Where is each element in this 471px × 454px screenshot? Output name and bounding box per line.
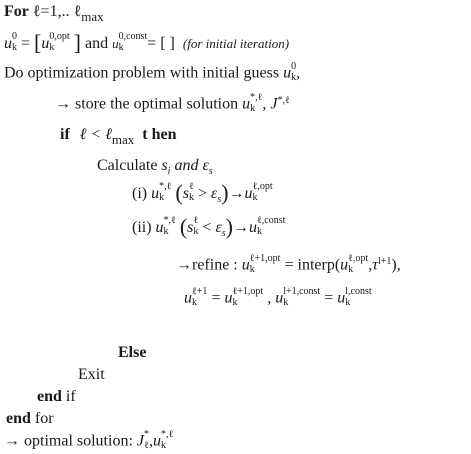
refine-line: →refine : u ℓ+1,opt k = interp(u ℓ,opt k $,\tau^{l+1}$),	[176, 253, 401, 275]
upd-rhs-u: u	[224, 289, 233, 307]
upd-sep: ,	[267, 289, 272, 307]
init-opt-u: u	[41, 35, 50, 52]
refine-arg-sup: ℓ,opt	[348, 253, 369, 264]
if-condition: ℓ < ℓ	[79, 126, 112, 143]
store-u-sub: k	[250, 103, 256, 114]
calc-s: s	[161, 157, 168, 174]
init-u-sup: 0	[12, 31, 17, 43]
case-ii-line: (ii) u *,ℓ k (s ℓ k < $\varepsilon_s)\to u$ ℓ,const k	[132, 214, 286, 239]
case-ii-result-sub: k	[256, 226, 262, 238]
if-line	[60, 125, 177, 145]
end-for-text: for	[34, 410, 54, 427]
case-ii-u-sub: k	[163, 226, 169, 238]
init-note: (for initial iteration)	[182, 36, 290, 51]
if-cond-sub: max	[111, 131, 135, 147]
case-i-u-sup: *,ℓ	[159, 181, 172, 193]
case-i-u-sub: k	[159, 192, 165, 204]
init-opt-sup: 0,opt	[49, 31, 70, 43]
end-if-line	[37, 387, 76, 407]
final-u: u	[153, 432, 161, 450]
upd-const-sup: l+1,const	[283, 286, 321, 297]
case-ii-lt: <	[202, 219, 212, 236]
case-i-result-sub: k	[252, 192, 258, 204]
upd-rhs-sup: ℓ+1,opt	[232, 286, 264, 297]
case-ii-u-sup: *,ℓ	[163, 215, 176, 227]
init-line	[4, 30, 290, 55]
init-u-symbol: u	[4, 35, 12, 52]
case-i-line: (i) u *,ℓ k (s ℓ k > $\varepsilon_s)\to u$ ℓ,opt k	[132, 180, 273, 205]
final-u-sup: *,ℓ	[161, 429, 174, 440]
then-keyword: t hen	[142, 126, 177, 143]
for-keyword: For	[4, 3, 29, 20]
store-J-sup: *,ℓ	[277, 94, 290, 106]
case-i-result-u: u	[244, 185, 253, 202]
refine-arg-u: u	[340, 256, 349, 274]
store-text: → store the optimal solution	[55, 95, 239, 113]
init-and: and	[84, 35, 109, 52]
case-i-arrow: →	[228, 185, 245, 202]
upd-const-sub: k	[283, 297, 289, 308]
do-opt-u-sup: 0	[291, 61, 297, 72]
case-ii-label: (ii)	[132, 219, 152, 236]
calc-text: Calculate	[97, 157, 158, 174]
store-u: u	[242, 95, 251, 113]
end-for-line	[6, 409, 54, 429]
case-ii-result-u: u	[248, 219, 257, 236]
init-u-sub: k	[12, 42, 17, 54]
update-line: u ℓ+1 k = u ℓ+1,opt k , u l+1,const k = u l,const k	[184, 286, 372, 308]
refine-u: u	[241, 256, 250, 274]
refine-tau-sup: l+1	[377, 255, 392, 267]
exit-text: Exit	[78, 366, 105, 383]
case-i-result-sup: ℓ,opt	[252, 181, 273, 193]
refine-arg-sub: k	[348, 264, 354, 275]
upd-rhs-sub: k	[232, 297, 238, 308]
refine-eq: = interp(	[284, 256, 341, 274]
end-if-keyword: end	[37, 388, 62, 405]
upd-const-rhs-sup: l,const	[345, 286, 372, 297]
init-const-sub: k	[118, 42, 124, 54]
do-opt-u: u	[283, 64, 292, 82]
init-const-sup: 0,const	[118, 31, 148, 43]
else-keyword: Else	[118, 344, 147, 361]
store-line: → store the optimal solution u *,ℓ k , $J^{*,\ell}$	[55, 92, 290, 114]
for-loop-header	[4, 2, 104, 22]
init-const-u: u	[112, 36, 119, 51]
end-for-keyword: end	[6, 410, 31, 427]
open-bracket: [	[34, 30, 42, 55]
close-bracket: ]	[73, 30, 81, 55]
refine-label: →refine :	[176, 256, 238, 274]
case-i-label: (i)	[132, 185, 148, 202]
upd-u: u	[184, 289, 192, 307]
case-i-u: u	[151, 185, 160, 202]
upd-u-sup: ℓ+1	[192, 286, 208, 297]
store-u-sup: *,ℓ	[250, 92, 263, 103]
do-opt-line: Do optimization problem with initial guess u 0 k ,	[4, 61, 301, 83]
for-range-sub: max	[81, 8, 104, 24]
refine-u-sub: k	[249, 264, 255, 275]
do-opt-u-sub: k	[291, 72, 297, 83]
case-ii-result-sup: ℓ,const	[256, 215, 286, 227]
refine-u-sup: ℓ+1,opt	[249, 253, 281, 264]
upd-const-rhs-sub: k	[345, 297, 351, 308]
init-opt-sub: k	[49, 42, 55, 54]
case-ii-u: u	[155, 219, 164, 236]
init-eq: =	[21, 35, 31, 52]
end-if-text: if	[65, 388, 76, 405]
final-line: → optimal solution: J * ℓ ,u *,ℓ k	[4, 429, 174, 451]
case-i-gt: >	[197, 185, 207, 202]
upd-const-rhs-u: u	[337, 289, 346, 307]
case-ii-arrow: →	[232, 219, 249, 236]
refine-close: ),	[391, 256, 401, 274]
store-J: J	[270, 95, 278, 113]
upd-const-u: u	[275, 289, 284, 307]
for-range: ℓ=1,.. ℓ	[32, 3, 82, 20]
do-opt-text: Do optimization problem with initial guess	[4, 64, 280, 82]
final-J-sup: *	[144, 429, 149, 440]
final-text: → optimal solution:	[4, 432, 133, 450]
init-empty: = [ ]	[147, 35, 175, 52]
if-keyword: if	[60, 126, 70, 143]
calc-and-eps: and ε	[174, 157, 209, 174]
upd-u-sub: k	[192, 297, 197, 308]
calculate-line: Calculate $s_i$ and $\varepsilon_s$	[97, 157, 213, 177]
